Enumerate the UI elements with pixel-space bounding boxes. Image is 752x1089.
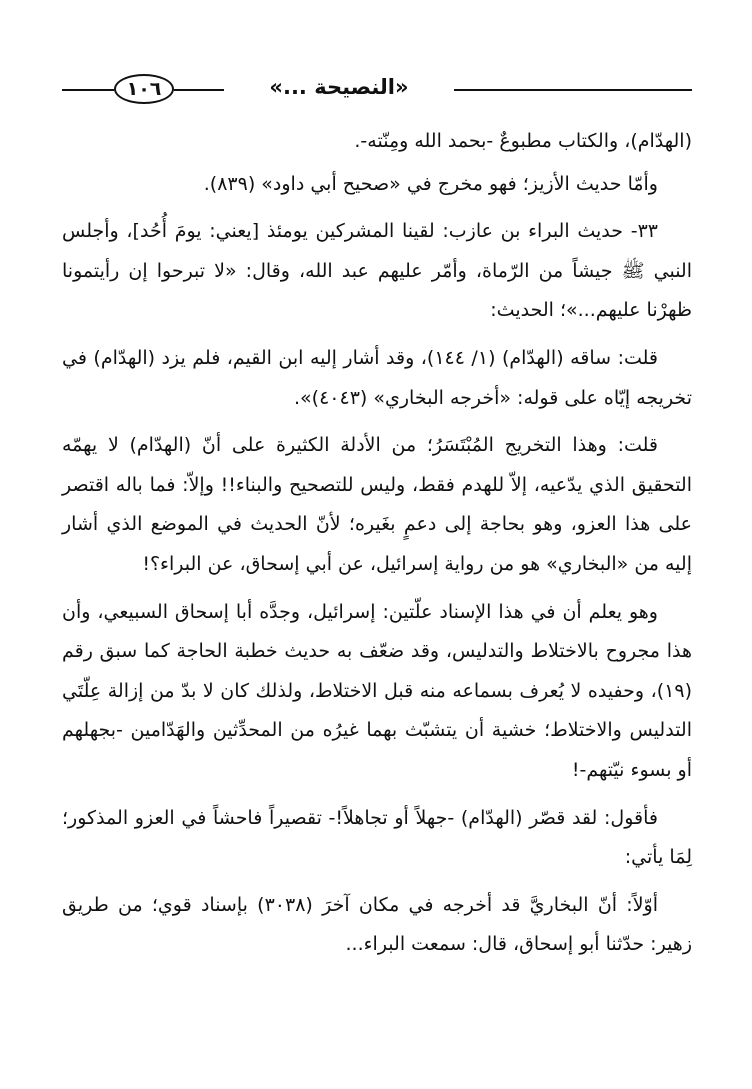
paragraph-comment-1: قلت: ساقه (الهدّام) (١/ ١٤٤)، وقد أشار إليه ابن القيم، فلم يزد (الهدّام) في تخريجه إيّاه على قوله: «أخرجه البخاري» (٤٠٤٣)». [62,346,692,409]
header-rule-middle [174,89,224,91]
paragraph-continuation: (الهدّام)، والكتاب مطبوعٌ -بحمد الله ومِنّته-. [354,130,692,152]
page-number: ١٠٦ [114,74,174,104]
paragraph-response: فأقول: لقد قصّر (الهدّام) -جهلاً أو تجاهلاً!- تقصيراً فاحشاً في العزو المذكور؛ لِمَا يأتي: [62,806,692,869]
running-title: «النصيحة ...» [269,75,409,99]
paragraph-comment-2: قلت: وهذا التخريج المُبْتَسَرُ؛ من الأدلة الكثيرة على أنّ (الهدّام) لا يهمّه التحقيق الذي يدّعيه، إلاّ للهدم فقط، وليس للتصحيح والبناء!! وإلاّ: فما باله اقتصر على هذا العزو، وهو بحاجة إلى دعمٍ بغَيره؛ لأنّ الحديث في الموضع الذي أشار إليه من «البخاري» هو من رواية إسرائيل، عن أبي إسحاق، عن البراء؟! [62,434,692,575]
paragraph-first-point: أوّلاً: أنّ البخاريَّ قد أخرجه في مكان آخرَ (٣٠٣٨) بإسناد قوي؛ من طريق زهير: حدّثنا أبو إسحاق، قال: سمعت البراء... [62,893,692,956]
header-rule-right [454,89,692,91]
paragraph-hadith-33: ٣٣- حديث البراء بن عازب: لقينا المشركين يومئذ [يعني: يومَ أُحُد]، وأجلس النبي ﷺ جيشاً من الرّماة، وأمّر عليهم عبد الله، وقال: «لا تبرحوا إن رأيتمونا ظهرْنا عليهم...»؛ الحديث: [62,220,692,322]
page-body [62,122,692,968]
paragraph-azeez-hadith: وأمّا حديث الأزيز؛ فهو مخرج في «صحيح أبي داود» (٨٣٩). [203,172,658,195]
page-header [62,70,692,110]
header-rule-left [62,89,114,91]
paragraph-isnad-defects: وهو يعلم أن في هذا الإسناد علّتين: إسرائيل، وجدَّه أبا إسحاق السبيعي، وأن هذا مجروح بالاختلاط والتدليس، وقد ضعّف به حديث خطبة الحاجة كما سبق رقم (١٩)، وحفيده لا يُعرف بسماعه منه قبل الاختلاط، ولذلك كان لا بدّ من إزالة عِلّتَي التدليس والاختلاط؛ خشية أن يتشبّث بهما غيرُه من المحدِّثين والهَدّامين -بجهلهم أو بسوء نيّتهم-! [62,600,692,781]
